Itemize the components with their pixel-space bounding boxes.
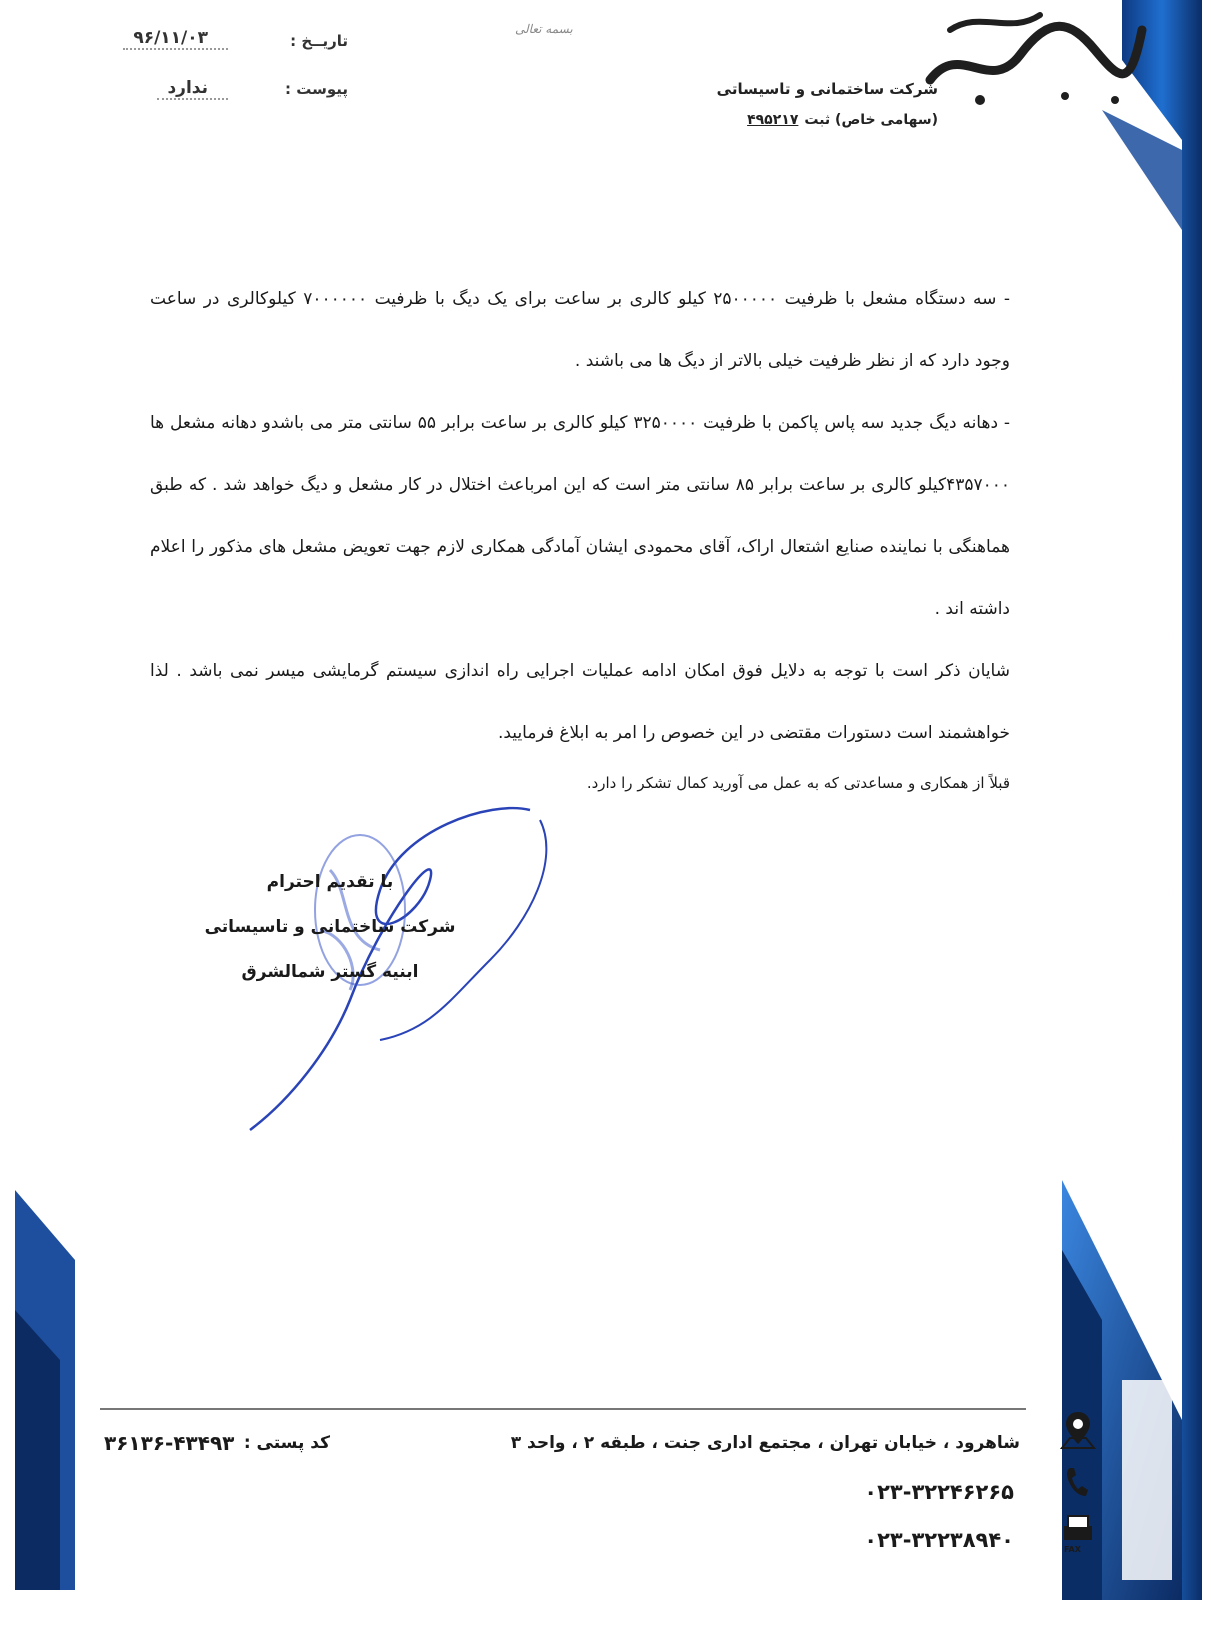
phone-number: ۰۲۳-۳۲۲۴۶۲۶۵: [864, 1480, 1014, 1504]
postal-code-label: کد پستی :: [243, 1433, 330, 1453]
signature-greeting: با تقدیم احترام: [266, 872, 394, 892]
attachment-value: ندارد: [157, 78, 228, 100]
signature-block: [200, 860, 460, 995]
phone-icon: [1058, 1462, 1098, 1502]
fax-number: ۰۲۳-۳۲۲۳۸۹۴۰: [864, 1528, 1014, 1552]
company-logo: [920, 0, 1150, 110]
registration-number: ۴۹۵۲۱۷: [747, 112, 799, 128]
company-registration: [747, 112, 938, 128]
date-value: ۹۶/۱۱/۰۳: [123, 28, 228, 50]
closing-line: قبلاً از همکاری و مساعدتی که به عمل می آورید کمال تشکر را دارد.: [586, 774, 1010, 792]
location-pin-icon: [1058, 1410, 1098, 1450]
company-name: شرکت ساختمانی و تاسیساتی: [716, 80, 938, 98]
attachment-label: پیوست :: [284, 80, 348, 98]
postal-code: ۳۶۱۳۶-۴۳۴۹۳: [104, 1431, 235, 1455]
brand-corner-accent: [15, 1190, 75, 1590]
signature-company-type: شرکت ساختمانی و تاسیساتی: [204, 917, 456, 937]
footer-address: شاهرود ، خیابان تهران ، مجتمع اداری جنت ، طبقه ۲ ، واحد ۳: [510, 1433, 1020, 1453]
paragraph-1: - سه دستگاه مشعل با ظرفیت ۲۵۰۰۰۰۰ کیلو کالری بر ساعت برای یک دیگ با ظرفیت ۷۰۰۰۰۰۰ کیلوکالری در ساعت وجود دارد که از نظر ظرفیت خیلی بالاتر از دیگ ها می باشند .: [150, 289, 1010, 371]
footer-divider: [100, 1408, 1026, 1410]
bismillah: بسمه تعالی: [515, 22, 573, 36]
letter-body: [150, 268, 1010, 796]
date-label: تاریــخ :: [290, 32, 348, 50]
paragraph-3: شایان ذکر است با توجه به دلایل فوق امکان ادامه عملیات اجرایی راه اندازی سیستم گرمایشی میسر نمی باشد . لذا خواهشمند است دستورات مقتضی در این خصوص را امر به ابلاغ فرمایید.: [150, 661, 1010, 743]
company-type: (سهامی خاص) ثبت: [804, 112, 938, 128]
paragraph-2: - دهانه دیگ جدید سه پاس پاکمن با ظرفیت ۳۲۵۰۰۰۰ کیلو کالری بر ساعت برابر ۵۵ سانتی متر می باشدو دهانه مشعل ها ۴۳۵۷۰۰۰کیلو کالری بر ساعت برابر ۸۵ سانتی متر است که این امرباعث اختلال در کار مشعل و دیگ خواهد شد . که طبق هماهنگی با نماینده صنایع اشتعال اراک، آقای محمودی ایشان آمادگی همکاری لازم جهت تعویض مشعل های مذکور را اعلام داشته اند .: [150, 413, 1011, 619]
brand-side-strip: [1062, 0, 1202, 1600]
fax-icon-label: FAX: [1064, 1545, 1081, 1554]
signature-company-name: ابنیه گستر شمالشرق: [241, 962, 419, 982]
